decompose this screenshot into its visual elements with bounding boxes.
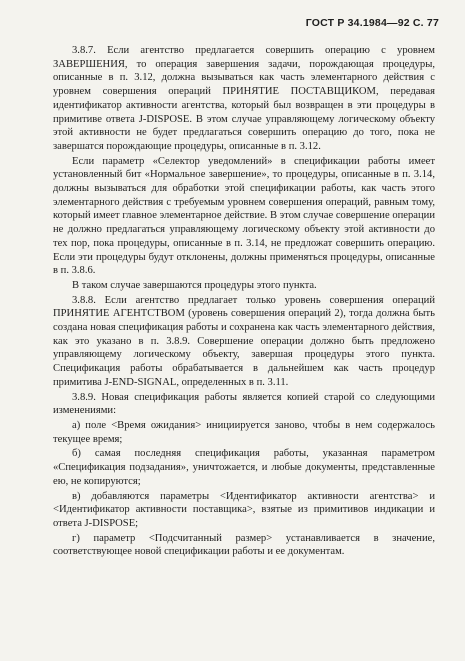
list-item-v: в) добавляются параметры <Идентификатор активности агентства> и <Идентификатор активности поставщика>, взятые из примитивов индикации и ответа J-DISPOSE;: [53, 490, 435, 529]
list-item-a: а) поле <Время ожидания> инициируется заново, чтобы в нем содержалось текущее время;: [53, 419, 435, 445]
paragraph-procedures-end: В таком случае завершаются процедуры этого пункта.: [72, 279, 317, 291]
paragraph-3-8-7: 3.8.7. Если агентство предлагается совершить операцию с уровнем ЗАВЕРШЕНИЯ, то операция завершения задачи, порождающая процедуры, описанные в п. 3.12, должна вызываться как часть элементарного действия с уровнем совершения операций ПРИНЯТИЕ ПОСТАВЩИКОМ, передавая идентификатор активности агентства, который был возвращен в эти процедуры в примитиве ответа J-DISPOSE. В этом случае управляющему логическому объекту этой активности не будет предлагаться совершить операцию до того, пока не завершатся порождающие процедуры, описанные в п. 3.12.: [53, 45, 435, 152]
list-item-b: б) самая последняя спецификация работы, указанная параметром «Спецификация подзадания», уничтожается, и любые документы, представленные ею, не копируются;: [53, 448, 435, 487]
document-body: [53, 44, 435, 560]
page-header: ГОСТ Р 34.1984—92 С. 77: [305, 17, 439, 29]
paragraph-3-8-9: 3.8.9. Новая спецификация работы является копией старой со следующими изменениями:: [53, 391, 435, 417]
paragraph-notification-selector: Если параметр «Селектор уведомлений» в спецификации работы имеет установленный бит «Нормальное завершение», то процедуры, описанные в п. 3.14, должны вызываться для обработки этой спецификации работы, как часть этого элементарного действия с требуемым уровнем совершения операций, равным тому, который имеет главное элементарное действие. В этом случае совершение операции не должно предлагаться управляющему логическому объекту этой активности до тех пор, пока процедуры, описанные в п. 3.14, не предложат совершить операцию. Если эти процедуры будут отклонены, должны применяться процедуры, описанные в п. 3.8.6.: [53, 155, 435, 277]
list-item-g: г) параметр <Подсчитанный размер> устанавливается в значение, соответствующее новой спецификации работы и ее документам.: [53, 532, 435, 558]
paragraph-3-8-8: 3.8.8. Если агентство предлагает только уровень совершения операций ПРИНЯТИЕ АГЕНТСТВОМ (уровень совершения операций 2), тогда должна быть создана новая спецификация работы и сохранена как часть элементарного действия, как это указано в п. 3.8.9. Совершение операции должно быть предложено управляющему логическому объекту, завершая процедуры этого пункта. Спецификация работы обрабатывается в дальнейшем как часть процедур примитива J-END-SIGNAL, определенных в п. 3.11.: [53, 294, 435, 388]
